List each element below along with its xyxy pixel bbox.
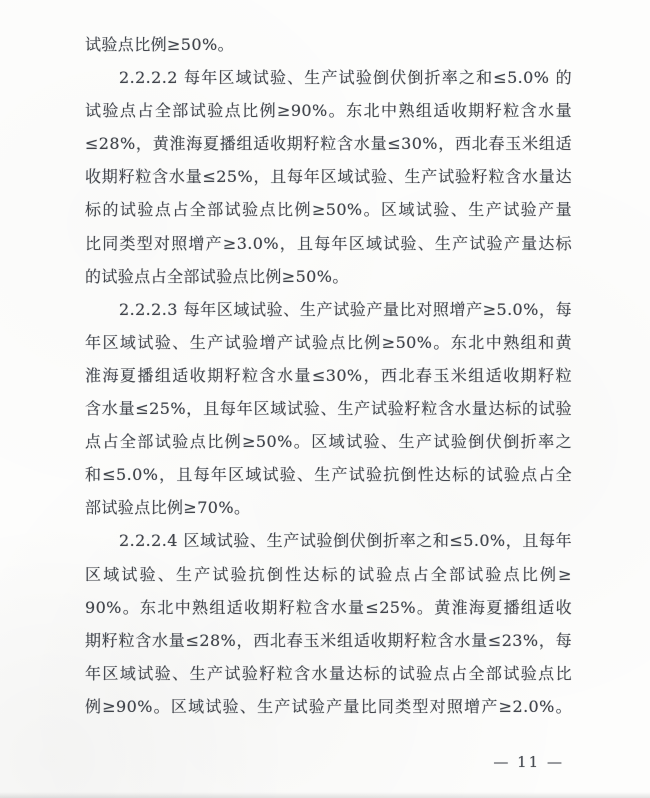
text-line: 含水量≤25%，且每年区域试验、生产试验籽粒含水量达标的试验 — [85, 399, 572, 419]
text-line: 比同类型对照增产≥3.0%，且每年区域试验、生产试验产量达标 — [85, 233, 572, 253]
text-line: 点占全部试验点比例≥50%。区域试验、生产试验倒伏倒折率之 — [85, 432, 572, 452]
text-line: 2.2.2.4 区域试验、生产试验倒伏倒折率之和≤5.0%，且每年 — [119, 531, 572, 551]
text-line: 试验点比例≥50%。 — [85, 35, 234, 54]
text-line: 2.2.2.3 每年区域试验、生产试验产量比对照增产≥5.0%，每 — [119, 299, 572, 319]
body-text — [85, 28, 572, 723]
text-line: 的试验点占全部试验点比例≥50%。 — [85, 266, 349, 286]
text-line: 例≥90%。区域试验、生产试验产量比同类型对照增产≥2.0%。 — [85, 696, 572, 716]
text-line: 2.2.2.2 每年区域试验、生产试验倒伏倒折率之和≤5.0% 的 — [119, 68, 572, 88]
text-line: 期籽粒含水量≤28%，西北春玉米组适收期籽粒含水量≤23%，每 — [85, 630, 572, 650]
text-line: ≤28%，黄淮海夏播组适收期籽粒含水量≤30%，西北春玉米组适 — [85, 134, 572, 154]
text-line: 区域试验、生产试验抗倒性达标的试验点占全部试验点比例≥ — [85, 564, 572, 584]
text-line: 试验点占全部试验点比例≥90%。东北中熟组适收期籽粒含水量 — [85, 101, 572, 121]
text-line: 标的试验点占全部试验点比例≥50%。区域试验、生产试验产量 — [85, 200, 572, 220]
text-line: 部试验点比例≥70%。 — [85, 498, 251, 518]
page-number: — 11 — — [493, 753, 564, 771]
text-line: 收期籽粒含水量≤25%，且每年区域试验、生产试验籽粒含水量达 — [85, 167, 572, 187]
text-line: 年区域试验、生产试验增产试验点比例≥50%。东北中熟组和黄 — [85, 332, 572, 352]
text-line: 和≤5.0%，且每年区域试验、生产试验抗倒性达标的试验点占全 — [85, 465, 572, 485]
text-line: 年区域试验、生产试验籽粒含水量达标的试验点占全部试验点比 — [85, 663, 572, 683]
text-line: 淮海夏播组适收期籽粒含水量≤30%，西北春玉米组适收期籽粒 — [85, 365, 572, 385]
text-line: 90%。东北中熟组适收期籽粒含水量≤25%。黄淮海夏播组适收 — [85, 597, 572, 617]
